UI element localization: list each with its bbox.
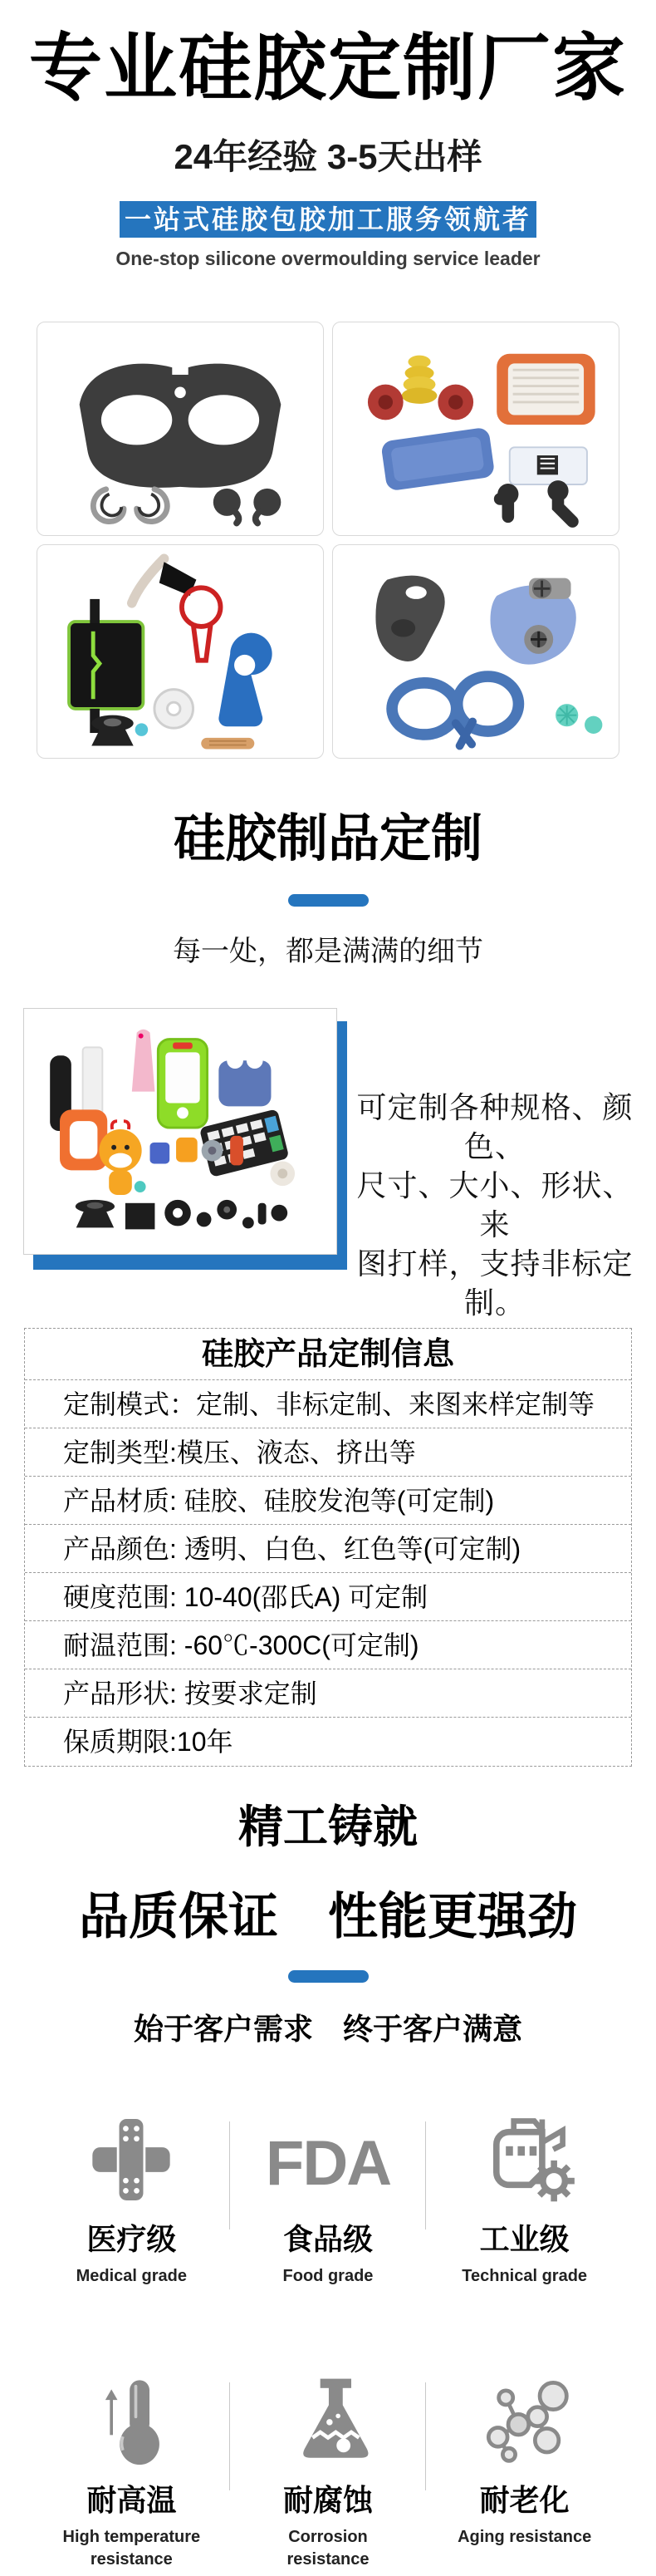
- feature-food-grade: [230, 2110, 427, 2288]
- blue-airpods-case: [218, 1052, 271, 1106]
- feature-label-en: Corrosion resistance: [286, 2528, 370, 2569]
- table-row: 保质期限:10年: [63, 1727, 233, 1757]
- feature-label-en: Medical grade: [76, 2267, 188, 2286]
- hero-banner-english: One-stop silicone overmoulding service leader: [115, 248, 541, 270]
- quality-subtitle: 始于客户需求 终于客户满意: [133, 2012, 522, 2047]
- feature-label-zh: 工业级: [479, 2222, 570, 2257]
- custom-description-line2: 尺寸、大小、形状、来: [356, 1168, 634, 1242]
- product-photo-grid: [37, 322, 619, 759]
- product-photo-mask-parts: [332, 544, 619, 759]
- feature-corrosion: [230, 2371, 427, 2571]
- hero-banner: 一站式硅胶包胶加工服务领航者: [120, 201, 536, 238]
- orange-handle-ring: [60, 1109, 107, 1170]
- feature-label-en: Food grade: [282, 2267, 374, 2286]
- white-gear: [154, 690, 193, 729]
- silicone-collage-image: [28, 1013, 332, 1251]
- feature-label-zh: 食品级: [282, 2222, 373, 2257]
- thermometer-icon: [33, 2371, 230, 2467]
- custom-description-line3: 图打样，支持非标定制。: [356, 1246, 634, 1320]
- feature-label-en: High temperature resistance: [62, 2528, 201, 2569]
- white-button-case: [510, 447, 587, 484]
- blue-phone-case: [380, 427, 495, 492]
- colorful-parts-image: [339, 327, 613, 530]
- collage-photo: [23, 1008, 337, 1255]
- blue-respirator: [490, 578, 575, 665]
- feature-medical-grade: [33, 2110, 230, 2288]
- feature-label-en: Technical grade: [462, 2267, 588, 2286]
- fda-icon: [230, 2110, 427, 2206]
- molecule-icon: [426, 2371, 623, 2467]
- section-title-custom: 硅胶制品定制: [173, 810, 482, 868]
- yellow-bellows: [402, 356, 438, 404]
- quality-title-line2: 品质保证 性能更强劲: [79, 1889, 577, 1945]
- feature-grid: [33, 2110, 623, 2571]
- green-phone-case: [158, 1039, 207, 1128]
- machine-gear-icon: [426, 2110, 623, 2206]
- feature-label-zh: 耐老化: [479, 2483, 570, 2518]
- gasket-parts-image: [43, 550, 317, 753]
- goggle-parts-image: [43, 327, 317, 530]
- product-photo-gasket-parts: [37, 544, 324, 759]
- section-divider-bar: [288, 894, 369, 907]
- table-row: 定制模式：定制、非标定制、来图来样定制等: [25, 1380, 631, 1428]
- info-table-title: 硅胶产品定制信息: [25, 1329, 631, 1380]
- table-row: 定制类型:模压、液态、挤出等: [25, 1428, 631, 1477]
- quality-divider-bar: [288, 1970, 369, 1983]
- quality-title-line1: 精工铸就: [238, 1802, 418, 1853]
- feature-label-en: Aging resistance: [458, 2528, 592, 2547]
- feature-label-zh: 耐腐蚀: [282, 2483, 373, 2518]
- feature-technical-grade: [426, 2110, 623, 2288]
- orange-gasket-frame: [497, 354, 595, 425]
- black-box-green-edge: [69, 599, 143, 733]
- product-info-table: [24, 1328, 632, 1767]
- black-small-parts: [76, 1200, 287, 1230]
- custom-description-line1: 可定制各种规格、颜色、: [356, 1090, 634, 1164]
- section-subtitle-custom: 每一处，都是满满的细节: [173, 936, 483, 968]
- dark-half-mask: [375, 576, 444, 661]
- svg-text:FDA: FDA: [265, 2128, 391, 2200]
- feature-label-zh: 医疗级: [86, 2222, 177, 2257]
- mask-parts-image: [339, 550, 613, 753]
- feature-label-zh: 耐高温: [86, 2483, 177, 2518]
- bandage-icon: [33, 2110, 230, 2206]
- custom-description: [349, 1088, 641, 1322]
- table-row: 产品颜色: 透明、白色、红色等(可定制): [25, 1525, 631, 1573]
- hero-subtitle: 24年经验 3-5天出样: [174, 137, 482, 177]
- table-row: 产品材质: 硅胶、硅胶发泡等(可定制): [25, 1477, 631, 1525]
- table-row: 产品形状: 按要求定制: [25, 1669, 631, 1718]
- table-row: 耐温范围: -60℃-300C(可定制): [25, 1621, 631, 1669]
- red-keyhole-tag: [182, 587, 221, 660]
- product-photo-colorful-parts: [332, 322, 619, 536]
- feature-high-temperature: [33, 2371, 230, 2571]
- feature-aging: [426, 2371, 623, 2571]
- collage-block: [23, 1008, 656, 1320]
- product-photo-goggle-parts: [37, 322, 324, 536]
- flask-icon: [230, 2371, 427, 2467]
- page-title: 专业硅胶定制厂家: [28, 27, 627, 109]
- blue-keyhole-tag: [218, 633, 272, 727]
- table-row: 硬度范围: 10-40(邵氏A) 可定制: [25, 1573, 631, 1621]
